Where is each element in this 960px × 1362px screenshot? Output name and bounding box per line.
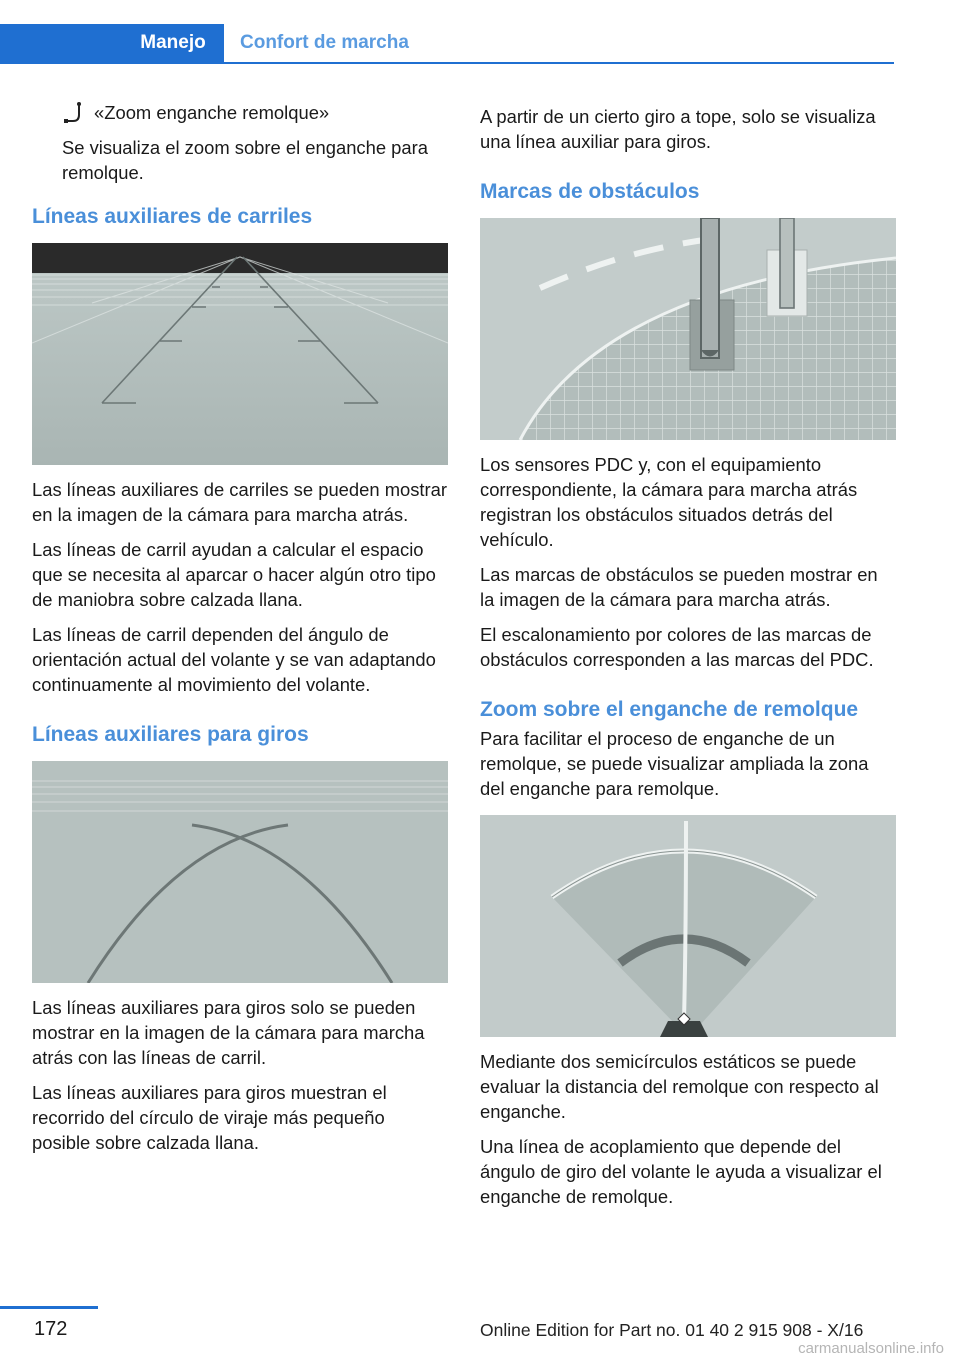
turns-paragraph-1: Las líneas auxiliares para giros solo se pueden mostrar en la imagen de la cámara para marcha atrás con las líneas de carril.	[32, 997, 425, 1068]
lanes-paragraph-1: Las líneas auxiliares de carriles se pueden mostrar en la imagen de la cámara para marcha atrás.	[32, 479, 448, 525]
turns-paragraph-2: Las líneas auxiliares para giros muestran el recorrido del círculo de viraje más pequeño posible sobre calzada llana.	[32, 1082, 387, 1153]
footer-bar	[0, 1306, 98, 1309]
page-number: 172	[34, 1318, 68, 1340]
zoom-item-label: «Zoom enganche remolque»	[94, 102, 330, 123]
zoom-paragraph-1: Para facilitar el proceso de enganche de un remolque, se puede visualizar ampliada la zona del enganche para remolque.	[480, 728, 869, 799]
heading-hitch-zoom: Zoom sobre el enganche de remolque	[480, 698, 859, 721]
left-column	[32, 100, 448, 1165]
heading-turn-lines: Líneas auxiliares para giros	[32, 723, 309, 746]
obstacles-paragraph-1: Los sensores PDC y, con el equipamiento correspondiente, la cámara para marcha atrás registran los obstáculos situados detrás del vehículo.	[480, 454, 858, 550]
header-chapter-tab[interactable]: Confort de marcha	[240, 32, 409, 53]
header-tab-spacer	[0, 24, 122, 62]
lanes-paragraph-2: Las líneas de carril ayudan a calcular el espacio que se necesita al aparcar o hacer algún otro tipo de maniobra sobre calzada llana.	[32, 539, 436, 610]
lanes-paragraph-3: Las líneas de carril dependen del ángulo de orientación actual del volante y se van adaptando continuamente al movimiento del volante.	[32, 624, 436, 695]
turns-paragraph-3: A partir de un cierto giro a tope, solo se visualiza una línea auxiliar para giros.	[480, 106, 876, 152]
hitch-zoom-figure	[480, 815, 896, 1037]
zoom-paragraph-3: Una línea de acoplamiento que depende del ángulo de giro del volante le ayuda a visualizar el enganche de remolque.	[480, 1136, 882, 1207]
obstacle-marks-figure	[480, 218, 896, 440]
obstacles-paragraph-2: Las marcas de obstáculos se pueden mostrar en la imagen de la cámara para marcha atrás.	[480, 564, 878, 610]
trailer-hitch-icon	[62, 101, 86, 125]
watermark: carmanualsonline.info	[798, 1340, 944, 1357]
zoom-item	[32, 100, 448, 125]
right-column	[480, 104, 896, 1219]
edition-text: Online Edition for Part no. 01 40 2 915 908 - X/16	[480, 1320, 864, 1340]
heading-obstacle-marks: Marcas de obstáculos	[480, 180, 700, 203]
header-section-tab[interactable]: Manejo	[122, 24, 224, 62]
zoom-desc: Se visualiza el zoom sobre el enganche para remolque.	[62, 137, 428, 183]
obstacles-paragraph-3: El escalonamiento por colores de las marcas de obstáculos corresponden a las marcas del PDC.	[480, 624, 874, 670]
lane-lines-figure	[32, 243, 448, 465]
zoom-paragraph-2: Mediante dos semicírculos estáticos se puede evaluar la distancia del remolque con respecto al enganche.	[480, 1051, 879, 1122]
turn-lines-figure	[32, 761, 448, 983]
heading-lane-lines: Líneas auxiliares de carriles	[32, 205, 313, 228]
